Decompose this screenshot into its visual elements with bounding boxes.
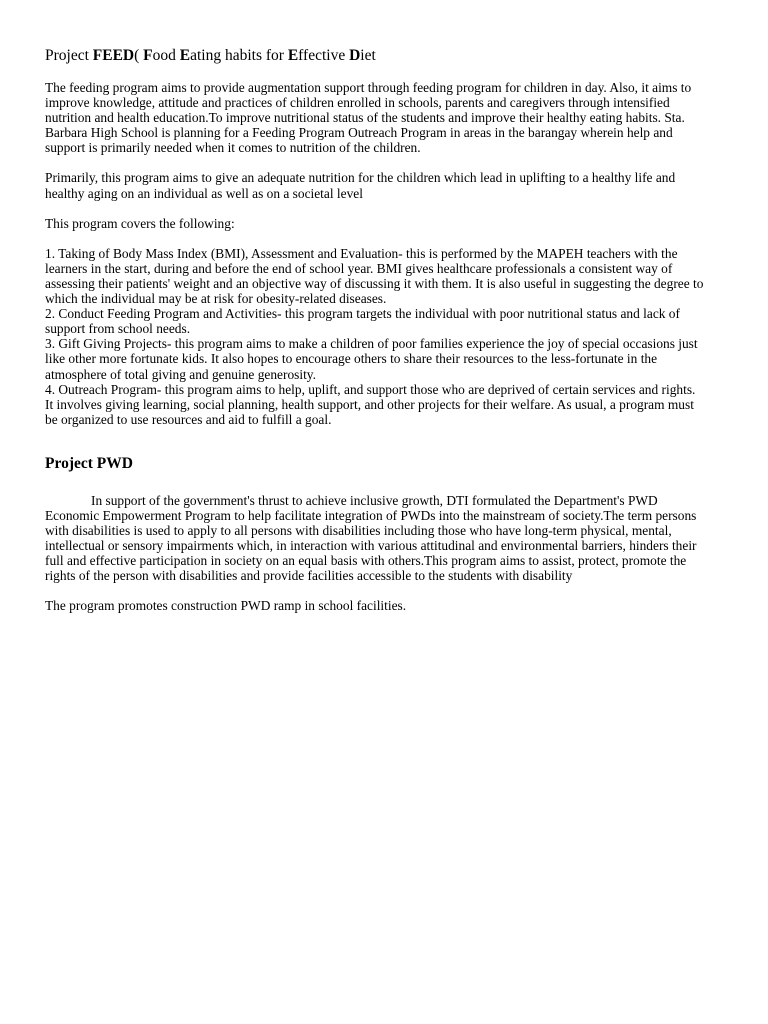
feed-intro-paragraph: The feeding program aims to provide augmentation support through feeding program for children in day. Also, it aims to improve knowledge, attitude and practices of children enrolled in schools, parents and caregivers through intensified nutrition and health education.To improve nutritional status of the students and improve their healthy eating habits. Sta. Barbara High School is planning for a Feeding Program Outreach Program in areas in the barangay wherein help and support is primarily needed when it comes to nutrition of the children. (45, 80, 692, 156)
feed-primary-paragraph: Primarily, this program aims to give an adequate nutrition for the children which lead in uplifting to a healthy life and healthy aging on an individual as well as on a societal level (45, 170, 676, 201)
title-word-ffective: ffective (298, 47, 350, 64)
title-letter-e: E (179, 47, 191, 64)
feed-title (45, 46, 705, 66)
feed-item-1: 1. Taking of Body Mass Index (BMI), Assessment and Evaluation- this is performed by the MAPEH teachers with the learners in the start, during and before the end of school year. BMI gives healthcare professionals a consistent way of assessing their patients' weight and an objective way of discussing it with them. It is also useful in suggesting the degree to which the individual may be at risk for obesity-related diseases. (45, 245, 704, 307)
title-paren: ( (134, 47, 144, 64)
pwd-body-paragraph: In support of the government's thrust to achieve inclusive growth, DTI formulated the Department's PWD Economic Empowerment Program to help facilitate integration of PWDs into the mainstream of society.The term persons with disabilities is used to apply to all persons with disabilities including those who have long-term physical, mental, intellectual or sensory impairments which, in interaction with various attitudinal and environmental barriers, hinders their full and effective participation in society on an equal basis with others.This program aims to assist, protect, promote the rights of the person with disabilities and provide facilities accessible to the students with disability (45, 492, 697, 584)
pwd-title: Project PWD (45, 454, 133, 472)
title-word-ood: ood (152, 47, 180, 64)
title-letter-f: F (143, 47, 153, 64)
title-letter-e2: E (287, 47, 299, 64)
feed-covers-paragraph: This program covers the following: (45, 215, 235, 231)
section-spacer (45, 427, 705, 454)
title-word-iet: iet (360, 47, 376, 64)
feed-item-4: 4. Outreach Program- this program aims to help, uplift, and support those who are deprived of certain services and rights. It involves giving learning, social planning, health support, and other projects for their welfare. As usual, a program must be organized to use resources and aid to fulfill a goal. (45, 381, 696, 427)
feed-item-3: 3. Gift Giving Projects- this program aims to make a children of poor families experience the joy of special occasions just like other more fortunate kids. It also hopes to encourage others to share their resources to the less-fortunate in the atmosphere of total giving and genuine generosity. (45, 336, 698, 382)
title-feed-acronym: FEED (92, 47, 135, 64)
document-page (45, 46, 705, 614)
title-prefix: Project (45, 47, 93, 64)
pwd-ramp-paragraph: The program promotes construction PWD ramp in school facilities. (45, 598, 407, 614)
title-letter-d: D (349, 47, 361, 64)
feed-item-2: 2. Conduct Feeding Program and Activities- this program targets the individual with poor nutritional status and lack of support from school needs. (45, 306, 680, 337)
title-word-ating: ating habits for (190, 47, 288, 64)
